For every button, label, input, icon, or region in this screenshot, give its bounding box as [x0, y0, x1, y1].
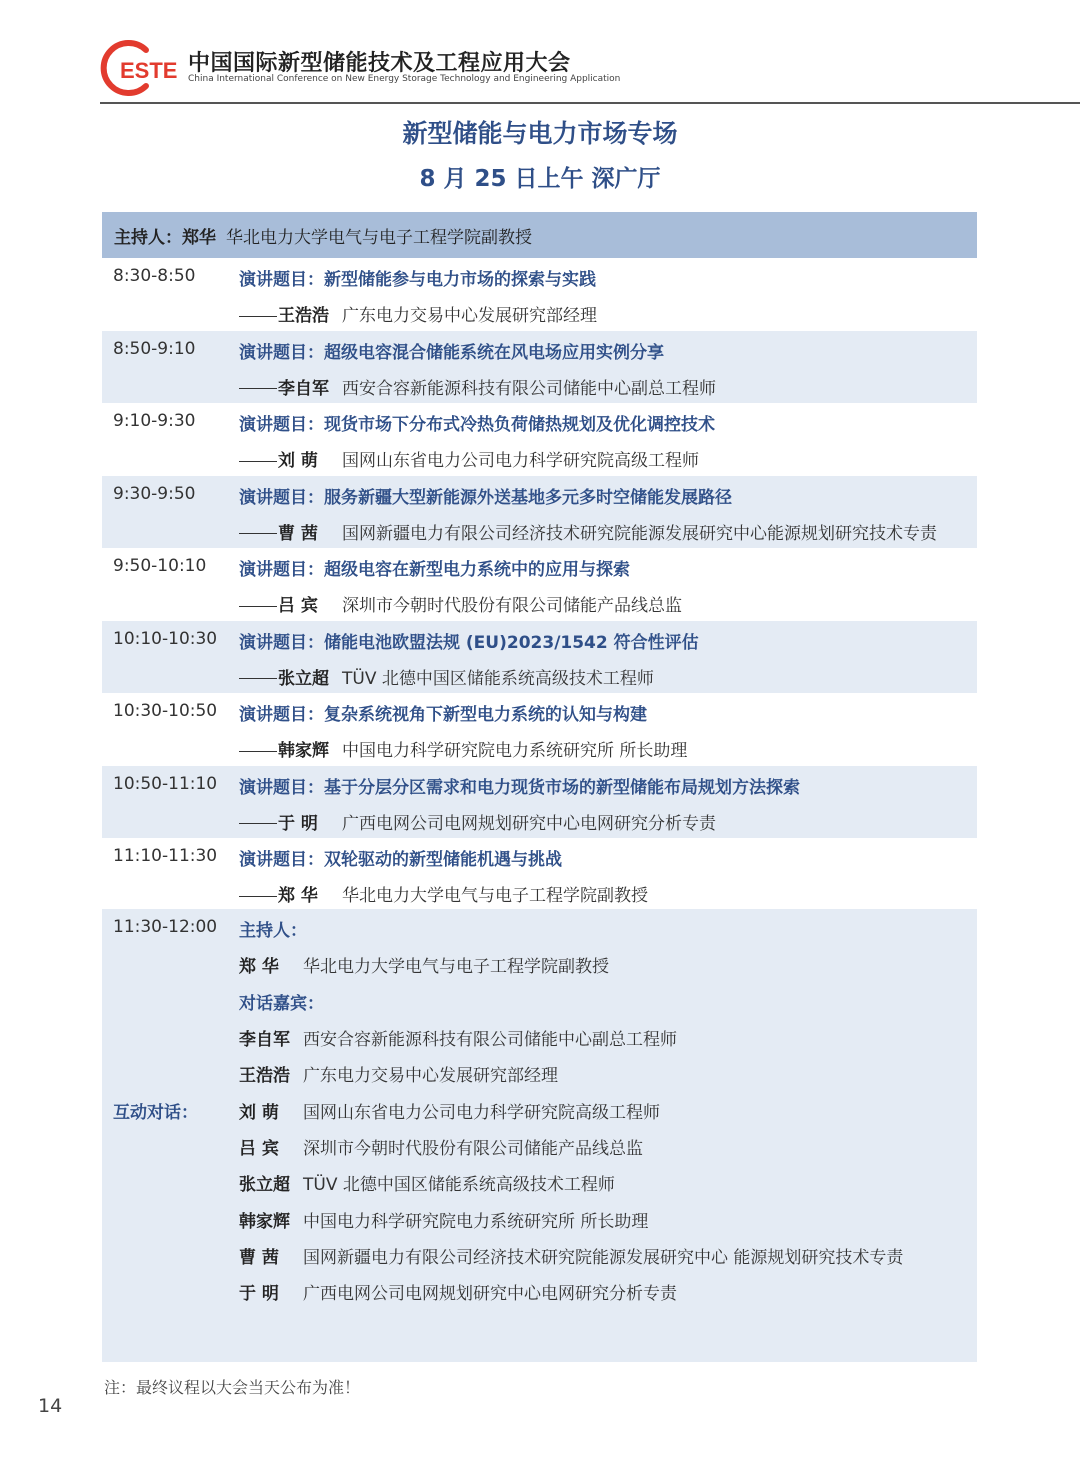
session-row: [102, 621, 977, 694]
session-speaker: [239, 664, 654, 689]
speaker-name: 张立超: [278, 668, 329, 689]
dash-line: [239, 606, 277, 607]
session-topic: 演讲题目：储能电池欧盟法规 (EU)2023/1542 符合性评估: [239, 632, 699, 653]
session-topic: 演讲题目：服务新疆大型新能源外送基地多元多时空储能发展路径: [239, 487, 732, 508]
speaker-affil: TÜV 北德中国区储能系统高级技术工程师: [342, 668, 654, 689]
dash-line: [239, 316, 277, 317]
speaker-affil: 中国电力科学研究院电力系统研究所 所长助理: [342, 741, 688, 761]
session-time: 9:30-9:50: [113, 483, 196, 504]
guest-affil: 西安合容新能源科技有限公司储能中心副总工程师: [303, 1030, 677, 1050]
session-topic: 演讲题目：超级电容在新型电力系统中的应用与探索: [239, 560, 630, 580]
speaker-affil: 国网新疆电力有限公司经济技术研究院能源发展研究中心能源规划研究技术专责: [342, 523, 937, 544]
session-row: [102, 766, 977, 839]
guest-affil: 广东电力交易中心发展研究部经理: [303, 1066, 558, 1086]
panel-host: [239, 952, 609, 977]
page-title: 新型储能与电力市场专场: [402, 119, 678, 148]
dash-line: [239, 751, 277, 752]
speaker-affil: 西安合容新能源科技有限公司储能中心副总工程师: [342, 378, 716, 399]
panel-guests-label: 对话嘉宾：: [239, 994, 324, 1014]
guest-name: 吕 宾: [239, 1139, 279, 1159]
host-row: [102, 212, 977, 258]
session-topic: 演讲题目：基于分层分区需求和电力现货市场的新型储能布局规划方法探索: [239, 777, 800, 798]
session-row: [102, 258, 977, 331]
panel-guest: [239, 1061, 558, 1086]
panel-host-name: 郑 华: [239, 957, 279, 977]
speaker-affil: 广东电力交易中心发展研究部经理: [342, 306, 597, 326]
guest-name: 李自军: [239, 1030, 290, 1050]
conference-name-en: China International Conference on New Energy Storage Technology and Engineering Application: [188, 74, 621, 84]
conference-name-cn: 中国国际新型储能技术及工程应用大会: [188, 51, 571, 76]
session-speaker: [239, 446, 699, 471]
panel-guest: [239, 1243, 903, 1268]
session-speaker: [239, 519, 937, 544]
page-subtitle: 8 月 25 日上午 深广厅: [419, 166, 661, 192]
guest-name: 刘 萌: [239, 1103, 279, 1123]
speaker-name: 李自军: [278, 378, 329, 399]
panel-discussion: [102, 909, 977, 1362]
session-row: [102, 403, 977, 476]
dash-line: [239, 388, 277, 389]
speaker-name: 郑 华: [278, 886, 318, 906]
speaker-name: 刘 萌: [278, 451, 318, 471]
session-time: 9:50-10:10: [113, 556, 207, 576]
panel-guest: [239, 1025, 677, 1050]
panel-label: 互动对话：: [113, 1103, 198, 1123]
guest-name: 曹 茜: [239, 1248, 279, 1268]
dash-line: [239, 896, 277, 897]
speaker-name: 曹 茜: [278, 523, 318, 544]
page-number: 14: [38, 1395, 63, 1417]
session-speaker: [239, 809, 716, 834]
session-speaker: [239, 881, 648, 906]
speaker-name: 吕 宾: [278, 596, 318, 616]
guest-affil: 国网山东省电力公司电力科学研究院高级工程师: [303, 1103, 660, 1123]
speaker-affil: 华北电力大学电气与电子工程学院副教授: [342, 886, 648, 906]
page-header: [100, 40, 1080, 102]
panel-guest: [239, 1098, 660, 1123]
speaker-name: 王浩浩: [278, 306, 329, 326]
session-row: [102, 476, 977, 549]
speaker-affil: 国网山东省电力公司电力科学研究院高级工程师: [342, 451, 699, 471]
session-speaker: [239, 374, 716, 399]
guest-affil: 深圳市今朝时代股份有限公司储能产品线总监: [303, 1139, 643, 1159]
session-time: 8:50-9:10: [113, 338, 196, 359]
panel-guest: [239, 1134, 643, 1159]
host-title: 华北电力大学电气与电子工程学院副教授: [226, 227, 532, 248]
logo-text: ESTE: [120, 58, 178, 83]
panel-guest: [239, 1279, 677, 1304]
session-row: [102, 838, 977, 911]
session-time: 8:30-8:50: [113, 266, 196, 286]
session-row: [102, 331, 977, 404]
dash-line: [239, 678, 277, 679]
session-speaker: [239, 736, 687, 761]
session-topic: 演讲题目：复杂系统视角下新型电力系统的认知与构建: [239, 705, 647, 725]
panel-host-affil: 华北电力大学电气与电子工程学院副教授: [303, 957, 609, 977]
guest-name: 韩家辉: [239, 1212, 290, 1232]
session-topic: 演讲题目：新型储能参与电力市场的探索与实践: [239, 270, 596, 290]
este-logo: [100, 40, 184, 96]
panel-host-label: 主持人：: [239, 921, 307, 941]
session-time: 9:10-9:30: [113, 411, 196, 431]
panel-guest: [239, 1170, 615, 1195]
dash-line: [239, 823, 277, 824]
panel-guest: [239, 1207, 648, 1232]
session-speaker: [239, 301, 597, 326]
session-speaker: [239, 591, 682, 616]
session-time: 11:10-11:30: [113, 846, 218, 866]
dash-line: [239, 533, 277, 534]
session-row: [102, 693, 977, 766]
guest-affil: 广西电网公司电网规划研究中心电网研究分析专责: [303, 1284, 677, 1304]
guest-name: 于 明: [239, 1284, 279, 1304]
footnote: 注：最终议程以大会当天公布为准！: [104, 1378, 361, 1397]
session-time: 10:10-10:30: [113, 628, 218, 649]
panel-time: 11:30-12:00: [113, 917, 218, 937]
agenda-table: [102, 212, 977, 911]
guest-affil: 中国电力科学研究院电力系统研究所 所长助理: [303, 1212, 649, 1232]
speaker-name: 于 明: [278, 813, 318, 834]
speaker-affil: 广西电网公司电网规划研究中心电网研究分析专责: [342, 813, 716, 834]
speaker-name: 韩家辉: [278, 741, 329, 761]
speaker-affil: 深圳市今朝时代股份有限公司储能产品线总监: [342, 596, 682, 616]
session-topic: 演讲题目：双轮驱动的新型储能机遇与挑战: [239, 850, 562, 870]
guest-affil: TÜV 北德中国区储能系统高级技术工程师: [303, 1175, 615, 1195]
guest-name: 张立超: [239, 1175, 290, 1195]
session-time: 10:50-11:10: [113, 773, 218, 794]
guest-affil: 国网新疆电力有限公司经济技术研究院能源发展研究中心 能源规划研究技术专责: [303, 1248, 904, 1268]
session-topic: 演讲题目：超级电容混合储能系统在风电场应用实例分享: [239, 342, 664, 363]
session-time: 10:30-10:50: [113, 701, 218, 721]
session-topic: 演讲题目：现货市场下分布式冷热负荷储热规划及优化调控技术: [239, 415, 715, 435]
guest-name: 王浩浩: [239, 1066, 290, 1086]
host-label: 主持人：: [114, 227, 182, 248]
session-row: [102, 548, 977, 621]
dash-line: [239, 461, 277, 462]
header-divider: [100, 102, 1080, 104]
host-name: 郑华: [182, 227, 216, 248]
